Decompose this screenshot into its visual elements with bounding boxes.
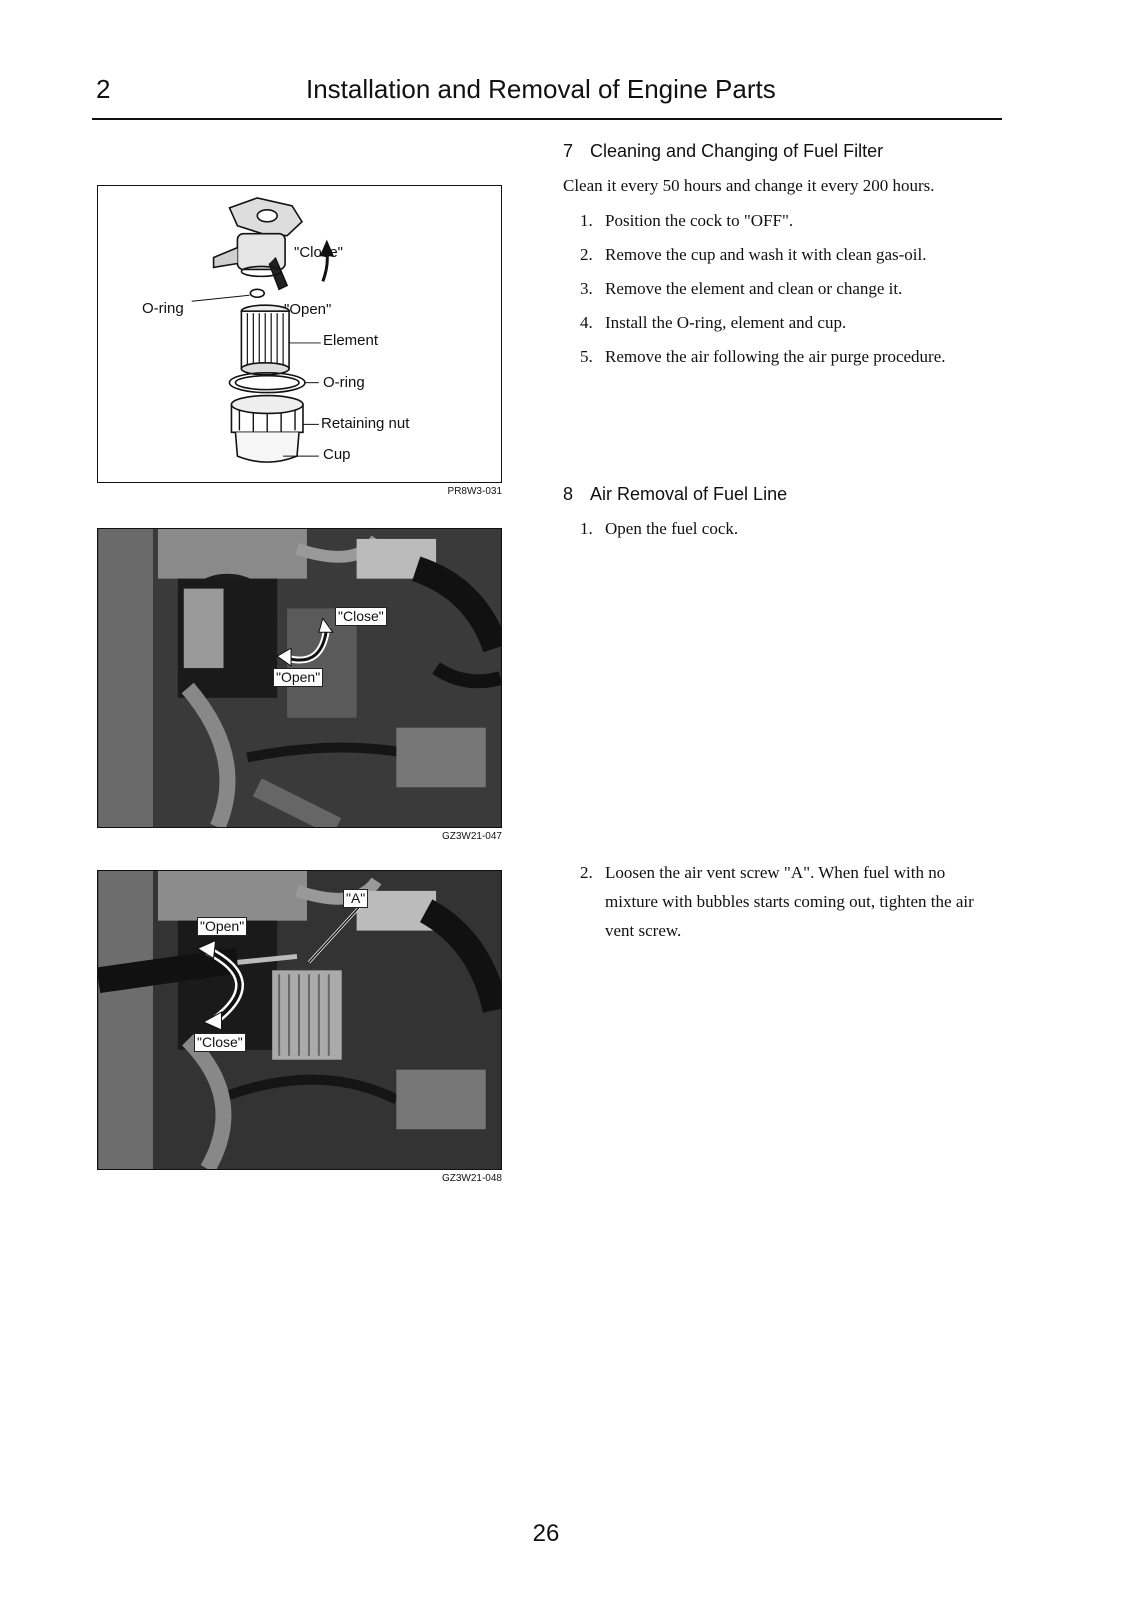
figure-id-2: GZ3W21-047 [441,831,502,842]
section-7-title: Cleaning and Changing of Fuel Filter [590,141,884,161]
fuel-filter-drawing [98,186,501,482]
step-text: Remove the air following the air purge procedure. [605,347,946,366]
header-rule [92,118,1002,120]
label-cup: Cup [323,446,351,463]
step-text: Install the O-ring, element and cup. [605,313,847,332]
air-vent-photo [97,870,502,1170]
section-7-intro: Clean it every 50 hours and change it every 200 hours. [563,176,935,195]
list-item [580,238,1000,272]
label-retaining-nut: Retaining nut [321,415,410,432]
section-8-step-2 [580,858,1000,945]
step-number: 2. [580,863,593,882]
step-number: 4. [580,313,593,332]
step-text: Loosen the air vent screw "A". When fuel with no mixture with bubbles starts coming out, tighten the air vent screw. [605,863,974,940]
step-number: 5. [580,347,593,366]
label-open: "Open" [284,301,332,318]
step-number: 1. [580,519,593,538]
label-close: "Close" [194,1033,246,1052]
step-text: Position the cock to "OFF". [605,211,794,230]
step-text: Remove the element and clean or change it. [605,279,903,298]
label-a: "A" [343,889,368,908]
label-o-ring-left: O-ring [142,300,184,317]
section-8-title: Air Removal of Fuel Line [590,484,788,504]
list-item [580,272,1000,306]
engine-photo-2 [98,871,501,1169]
label-close: "Close" [335,607,387,626]
label-close: "Close" [294,244,343,261]
step-text: Remove the cup and wash it with clean gas-oil. [605,245,927,264]
list-item [580,306,1000,340]
page-title: Installation and Removal of Engine Parts [306,74,776,104]
section-8-number: 8 [563,484,574,504]
step-number: 3. [580,279,593,298]
section-8-heading [563,484,787,505]
label-element: Element [323,332,379,349]
section-8-step-1 [580,512,1000,546]
step-number: 1. [580,211,593,230]
section-7-steps [580,204,1000,374]
section-7-number: 7 [563,141,574,161]
chapter-number: 2 [96,74,111,104]
list-item [580,340,1000,374]
step-number: 2. [580,245,593,264]
list-item [580,512,1000,546]
list-item [580,204,1000,238]
list-item [580,858,1000,945]
section-7-heading [563,141,883,162]
label-open: "Open" [273,668,323,687]
label-o-ring-right: O-ring [323,374,365,391]
fuel-cock-photo [97,528,502,828]
fuel-filter-diagram [97,185,502,483]
figure-id-3: GZ3W21-048 [441,1173,502,1184]
label-open: "Open" [197,917,247,936]
figure-id-1: PR8W3-031 [447,486,502,497]
step-text: Open the fuel cock. [605,519,739,538]
page-number: 26 [532,1520,560,1547]
